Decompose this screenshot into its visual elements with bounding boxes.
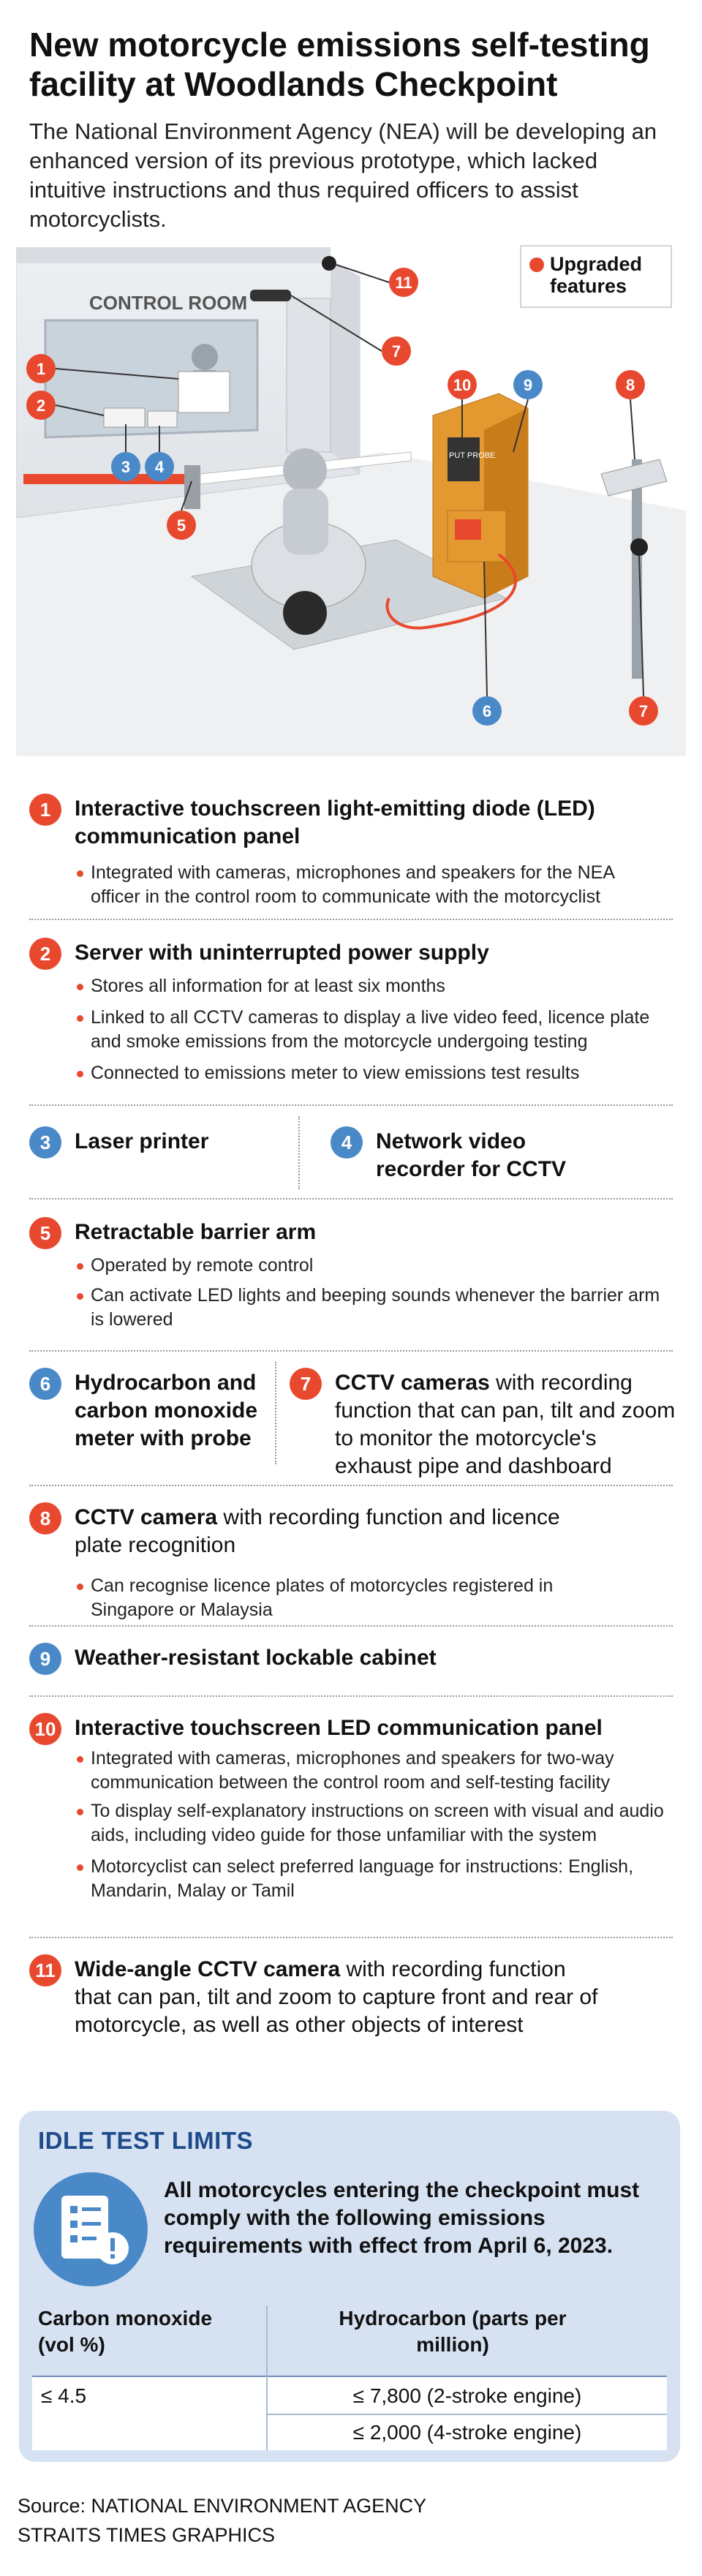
feature-4-number: 4 bbox=[331, 1126, 363, 1159]
feature-1-number: 1 bbox=[29, 794, 61, 826]
feature-2-number: 2 bbox=[29, 938, 61, 970]
rider-helmet bbox=[283, 448, 327, 492]
table-column-rule bbox=[266, 2305, 268, 2450]
divider bbox=[29, 919, 673, 920]
control-room-door bbox=[287, 298, 331, 452]
source-line: Source: NATIONAL ENVIRONMENT AGENCY bbox=[18, 2495, 427, 2517]
wide-angle-camera bbox=[322, 256, 336, 271]
hc-header: Hydrocarbon (parts per million) bbox=[339, 2307, 567, 2356]
co-header: Carbon monoxide (vol %) bbox=[38, 2307, 213, 2356]
feature-8-heading bbox=[75, 1504, 572, 1559]
feature-1-heading: Interactive touchscreen light-emitting diode (LED) communication panel bbox=[75, 796, 595, 848]
feature-5-bullet: Can activate LED lights and beeping sounds whenever the barrier arm is lowered bbox=[75, 1284, 667, 1332]
marker-3-label: 3 bbox=[121, 458, 131, 476]
camera-pole bbox=[632, 459, 642, 679]
rider-body bbox=[283, 489, 328, 554]
table-rule bbox=[32, 2376, 667, 2377]
feature-11-heading-bold: Wide-angle CCTV camera bbox=[75, 1957, 341, 1981]
vertical-divider bbox=[275, 1362, 276, 1464]
vertical-divider bbox=[298, 1116, 300, 1189]
feature-10 bbox=[29, 1713, 673, 1925]
limits-table bbox=[32, 2305, 667, 2452]
feature-10-bullet: Integrated with cameras, microphones and speakers for two-way communication between the control room and self-testing facility bbox=[75, 1747, 667, 1795]
divider bbox=[29, 1198, 673, 1200]
feature-5-bullets bbox=[75, 1254, 667, 1332]
feature-6-heading: Hydrocarbon and carbon monoxide meter with probe bbox=[75, 1371, 258, 1450]
feature-2 bbox=[29, 938, 673, 1099]
legend-line-2: features bbox=[550, 275, 627, 297]
marker-9-label: 9 bbox=[523, 376, 533, 394]
marker-8-label: 8 bbox=[625, 376, 635, 394]
credit-line: STRAITS TIMES GRAPHICS bbox=[18, 2524, 276, 2546]
feature-5-number: 5 bbox=[29, 1217, 61, 1249]
checklist-icon bbox=[34, 2172, 148, 2286]
feature-10-bullet: To display self-explanatory instructions on screen with visual and audio aids, including video guide for those unfamiliar with the system bbox=[75, 1799, 667, 1848]
marker-6-label: 6 bbox=[482, 702, 492, 720]
intro-text: The National Environment Agency (NEA) will be developing an enhanced version of its previous prototype, which lacked intuitive instructions and thus required officers to assist motorcyclists. bbox=[29, 118, 657, 232]
feature-7-heading-bold: CCTV cameras bbox=[335, 1371, 490, 1395]
feature-5 bbox=[29, 1217, 673, 1330]
video-recorder bbox=[148, 411, 177, 427]
page-title: New motorcycle emissions self-testing facility at Woodlands Checkpoint bbox=[29, 26, 650, 103]
divider bbox=[29, 1625, 673, 1627]
feature-11 bbox=[29, 1954, 673, 2057]
marker-11-label: 11 bbox=[395, 274, 412, 292]
dashboard-camera bbox=[630, 538, 648, 556]
legend-marker bbox=[529, 257, 544, 272]
table-row-rule bbox=[266, 2414, 667, 2415]
feature-8-number: 8 bbox=[29, 1502, 61, 1534]
probe-screen-label: PUT PROBE bbox=[449, 451, 496, 460]
co-value: ≤ 4.5 bbox=[41, 2384, 87, 2407]
marker-4-label: 4 bbox=[154, 458, 165, 476]
feature-1-bullet: Integrated with cameras, microphones and speakers for the NEA officer in the control room to communicate with the motorcyclist bbox=[75, 861, 667, 909]
feature-2-bullet: Stores all information for at least six months bbox=[75, 974, 667, 998]
control-room-label: CONTROL ROOM bbox=[89, 292, 248, 314]
feature-3-number: 3 bbox=[29, 1126, 61, 1159]
feature-2-bullet: Linked to all CCTV cameras to display a live video feed, licence plate and smoke emissions from the motorcycle undergoing testing bbox=[75, 1006, 667, 1054]
marker-1-label: 1 bbox=[36, 360, 46, 378]
feature-6 bbox=[29, 1368, 271, 1463]
feature-7-number: 7 bbox=[290, 1368, 322, 1400]
feature-8-heading-rest: with recording function and licence plate recognition bbox=[75, 1505, 560, 1557]
feature-11-heading-rest: with recording function that can pan, tilt and zoom to capture front and rear of motorcycle, as well as other objects of interest bbox=[75, 1957, 598, 2037]
divider bbox=[29, 1695, 673, 1697]
marker-7-top-label: 7 bbox=[391, 342, 401, 361]
barrier-post bbox=[184, 465, 200, 509]
feature-10-bullets bbox=[75, 1747, 667, 1903]
feature-3-heading: Laser printer bbox=[75, 1129, 209, 1153]
feature-1 bbox=[29, 794, 673, 911]
hc-value-4-stroke: ≤ 2,000 (4-stroke engine) bbox=[352, 2421, 582, 2444]
marker-2-label: 2 bbox=[36, 396, 46, 415]
facility-illustration bbox=[16, 233, 686, 756]
feature-10-heading: Interactive touchscreen LED communication panel bbox=[75, 1716, 603, 1740]
idle-test-limits-panel bbox=[19, 2111, 680, 2462]
feature-8-bullets bbox=[75, 1574, 630, 1622]
feature-9-heading: Weather-resistant lockable cabinet bbox=[75, 1646, 437, 1670]
feature-7 bbox=[290, 1368, 677, 1477]
idle-description: All motorcycles entering the checkpoint must comply with the following emissions requirements with effect from April 6, 2023. bbox=[164, 2178, 640, 2258]
ptz-camera-top bbox=[250, 290, 291, 301]
feature-10-bullet: Motorcyclist can select preferred language for instructions: English, Mandarin, Malay or Tamil bbox=[75, 1855, 667, 1903]
feature-5-bullet: Operated by remote control bbox=[75, 1254, 667, 1278]
divider bbox=[29, 1350, 673, 1352]
feature-9 bbox=[29, 1643, 673, 1687]
feature-7-heading-rest: with recording function that can pan, tilt and zoom to monitor the motorcycle's exhaust pipe and dashboard bbox=[335, 1371, 676, 1478]
feature-11-heading bbox=[75, 1956, 601, 2039]
divider bbox=[29, 1937, 673, 1938]
laser-printer bbox=[104, 408, 145, 427]
led-panel-control-room bbox=[178, 372, 230, 413]
feature-9-number: 9 bbox=[29, 1643, 61, 1675]
idle-title: IDLE TEST LIMITS bbox=[38, 2127, 253, 2154]
feature-4 bbox=[331, 1126, 674, 1192]
marker-7-bottom-label: 7 bbox=[638, 702, 649, 720]
feature-8 bbox=[29, 1502, 673, 1620]
legend-line-1: Upgraded bbox=[550, 253, 643, 275]
divider bbox=[29, 1485, 673, 1486]
feature-6-number: 6 bbox=[29, 1368, 61, 1400]
feature-10-number: 10 bbox=[29, 1713, 61, 1745]
divider bbox=[29, 1104, 673, 1106]
officer-figure bbox=[192, 344, 218, 370]
feature-5-heading: Retractable barrier arm bbox=[75, 1220, 317, 1244]
feature-2-heading: Server with uninterrupted power supply bbox=[75, 941, 489, 965]
feature-2-bullet: Connected to emissions meter to view emissions test results bbox=[75, 1061, 667, 1085]
feature-8-heading-bold: CCTV camera bbox=[75, 1505, 218, 1529]
feature-3 bbox=[29, 1126, 307, 1185]
feature-1-bullets bbox=[75, 861, 667, 909]
marker-5-label: 5 bbox=[176, 516, 186, 535]
feature-2-bullets bbox=[75, 974, 667, 1085]
feature-8-bullet: Can recognise licence plates of motorcycles registered in Singapore or Malaysia bbox=[75, 1574, 630, 1622]
motorcycle-wheel bbox=[283, 591, 327, 635]
marker-10-label: 10 bbox=[453, 376, 472, 394]
hc-value-2-stroke: ≤ 7,800 (2-stroke engine) bbox=[352, 2384, 582, 2407]
feature-11-number: 11 bbox=[29, 1954, 61, 1986]
feature-4-heading: Network video recorder for CCTV bbox=[376, 1129, 567, 1181]
feature-7-heading bbox=[335, 1369, 676, 1480]
